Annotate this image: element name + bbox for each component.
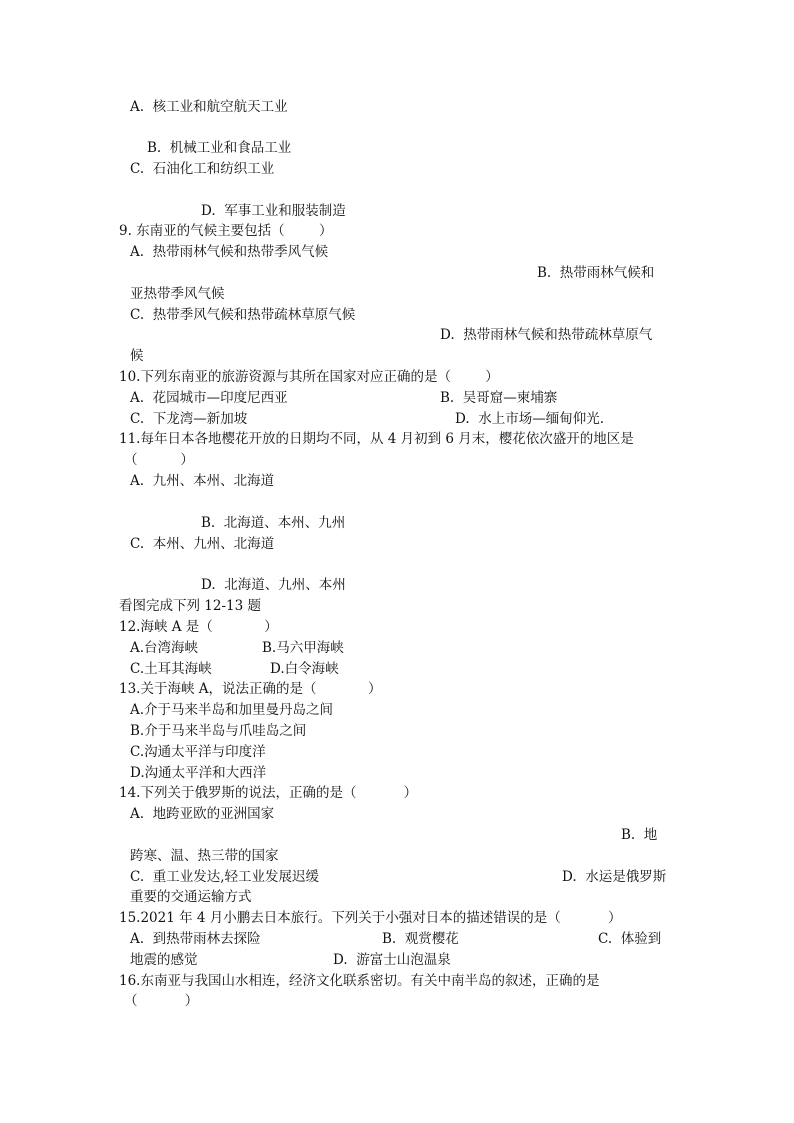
q13-option-b: B.介于马来半岛与爪哇岛之间 (130, 723, 307, 739)
q12-option-d: D.白令海峡 (270, 661, 339, 677)
q11-option-c: C. 本州、九州、北海道 (130, 536, 275, 552)
q14-option-c: C. 重工业发达,轻工业发展迟缓 (130, 869, 320, 885)
q8-option-b: B. 机械工业和食品工业 (147, 140, 292, 156)
q9-option-a: A. 热带雨林气候和热带季风气候 (130, 244, 329, 260)
q10-stem: 10.下列东南亚的旅游资源与其所在国家对应正确的是（ ） (119, 369, 499, 385)
section-intro: 看图完成下列 12-13 题 (119, 598, 262, 614)
q9-option-b-cont: 亚热带季风气候 (130, 286, 225, 302)
q9-stem: 9. 东南亚的气候主要包括（ ） (119, 223, 333, 239)
q9-option-b: B. 热带雨林气候和 (537, 265, 655, 281)
q14-option-b: B. 地 (621, 827, 658, 843)
q15-option-d: D. 游富士山泡温泉 (333, 952, 451, 968)
q15-stem: 15.2021 年 4 月小鹏去日本旅行。下列关于小强对日本的描述错误的是（ ） (119, 910, 622, 926)
q11-option-b: B. 北海道、本州、九州 (201, 515, 346, 531)
q10-option-b: B. 吴哥窟—柬埔寨 (440, 390, 558, 406)
q15-option-c-cont: 地震的感觉 (130, 952, 198, 968)
q12-stem: 12.海峡 A 是（ ） (119, 619, 278, 635)
q16-stem: 16.东南亚与我国山水相连，经济文化联系密切。有关中南半岛的叙述，正确的是 (119, 973, 600, 989)
q8-option-d: D. 军事工业和服装制造 (201, 203, 346, 219)
q9-option-d-cont: 候 (130, 348, 144, 364)
q15-option-a: A. 到热带雨林去探险 (130, 931, 261, 947)
q13-option-c: C.沟通太平洋与印度洋 (130, 744, 266, 760)
q14-option-b-cont: 跨寒、温、热三带的国家 (130, 848, 279, 864)
q11-stem: 11.每年日本各地樱花开放的日期均不同，从 4 月初到 6 月末，樱花依次盛开的地区是 (119, 431, 634, 447)
q15-option-b: B. 观赏樱花 (382, 931, 459, 947)
q10-option-a: A. 花园城市—印度尼西亚 (130, 390, 288, 406)
q12-option-c: C.土耳其海峡 (130, 661, 212, 677)
q8-option-a: A. 核工业和航空航天工业 (130, 99, 288, 115)
q16-answer-blank: （ ） (124, 993, 199, 1009)
q15-option-c: C. 体验到 (598, 931, 662, 947)
q14-option-a: A. 地跨亚欧的亚洲国家 (130, 806, 275, 822)
q14-stem: 14.下列关于俄罗斯的说法，正确的是（ ） (119, 785, 418, 801)
q13-option-d: D.沟通太平洋和大西洋 (130, 765, 267, 781)
q11-option-a: A. 九州、本州、北海道 (130, 473, 275, 489)
q8-option-c: C. 石油化工和纺织工业 (130, 161, 275, 177)
q11-answer-blank: （ ） (124, 452, 194, 468)
q13-stem: 13.关于海峡 A，说法正确的是（ ） (119, 681, 382, 697)
q14-option-d-cont: 重要的交通运输方式 (130, 889, 252, 905)
q10-option-c: C. 下龙湾—新加坡 (130, 411, 248, 427)
q13-option-a: A.介于马来半岛和加里曼丹岛之间 (130, 702, 334, 718)
q10-option-d: D. 水上市场—缅甸仰光. (455, 411, 605, 427)
q9-option-c: C. 热带季风气候和热带疏林草原气候 (130, 307, 356, 323)
q14-option-d: D. 水运是俄罗斯 (562, 869, 667, 885)
q12-option-a: A.台湾海峡 (130, 640, 199, 656)
q12-option-b: B.马六甲海峡 (262, 640, 344, 656)
q11-option-d: D. 北海道、九州、本州 (201, 577, 346, 593)
q9-option-d: D. 热带雨林气候和热带疏林草原气 (440, 327, 653, 343)
